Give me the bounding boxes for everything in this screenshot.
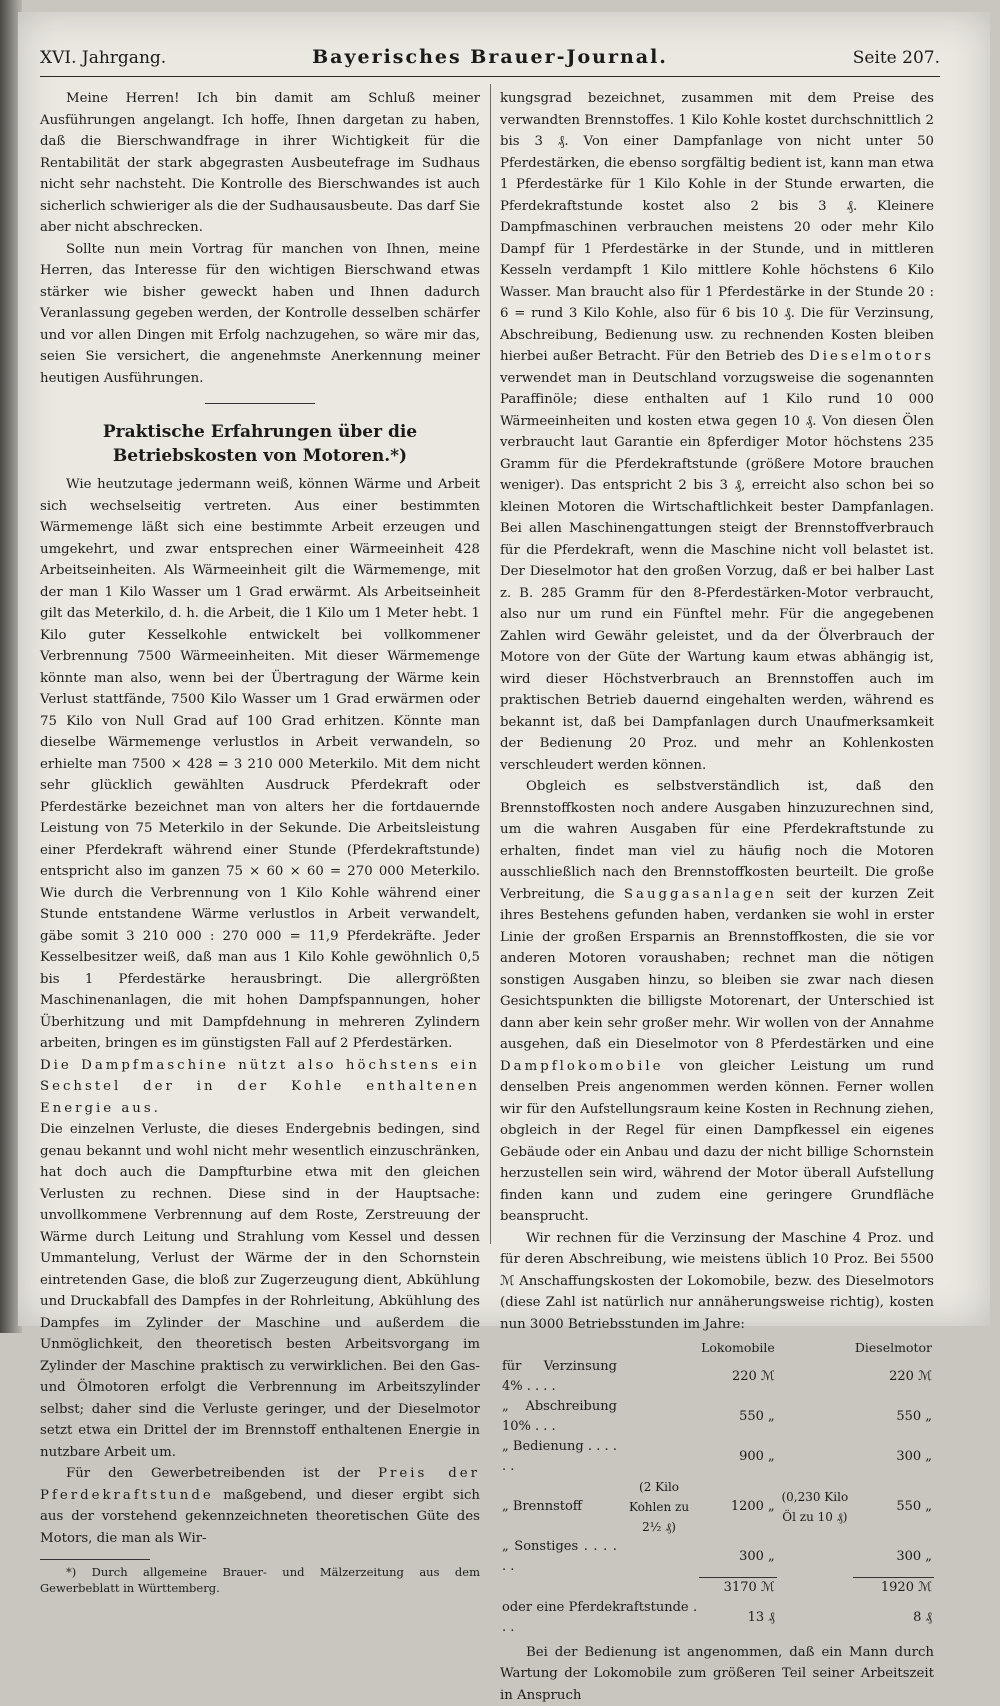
cell-dieselmotor: 300 „ <box>853 1537 934 1577</box>
row-label: für Verzinsung 4% . . . . <box>500 1357 619 1397</box>
row-label: „ Abschreibung 10% . . . <box>500 1397 619 1437</box>
text-run: seit der kurzen Zeit ihres Bestehens gefunden haben, verdanken sie wohl in erster Linie der großen Ersparnis an Brennstoffkosten, die sie vor anderen Motoren voraushaben; rechnet man die nötigen sonstigen Ausgaben hinzu, so bleiben sie zwar nach diesen Gesichtspunkten die billigste Motorenart, der Unterschied ist dann aber kein sehr großer mehr. Wir wollen von der Annahme ausgehen, daß ein Dieselmotor von 8 Pferdestärken und eine <box>500 887 934 1053</box>
cell-dieselmotor: 550 „ <box>853 1477 934 1537</box>
journal-title: Bayerisches Brauer-Journal. <box>40 46 940 68</box>
emphasized-term: Dampflokomobile <box>500 1059 663 1074</box>
table-row <box>500 1537 934 1577</box>
paragraph: Meine Herren! Ich bin damit am Schluß meiner Ausführungen angelangt. Ich hoffe, Ihnen dargetan zu haben, daß die Bierschwandfrage in ihrer Wichtigkeit für die Rentabilität der stark abgegrasten Ausbeutefrage im Sudhaus nicht sehr nachsteht. Die Kontrolle des Bierschwandes ist auch sicherlich schwieriger als die der Sudhausausbeute. Das darf Sie aber nicht abschrecken. <box>40 88 480 239</box>
column-header-lokomobile: Lokomobile <box>699 1339 777 1357</box>
text-run: Für den Gewerbetreibenden ist der <box>66 1466 360 1481</box>
emphasized-term: Dieselmotors <box>809 349 934 364</box>
paragraph <box>500 88 934 776</box>
paragraph: Die einzelnen Verluste, die dieses Endergebnis bedingen, sind genau bekannt und wohl nicht mehr wesentlich einzuschränken, hat doch auch die Dampfturbine etwa mit den gleichen Verlusten zu rechnen. Diese sind in der Hauptsache: unvollkommene Verbrennung auf dem Roste, Zerstreuung der Wärme durch Leitung und Strahlung vom Kessel und dessen Ummantelung, Verlust der Wärme der in den Schornstein eintretenden Gase, die bloß zur Zugerzeugung dient, Abkühlung und Druckabfall des Dampfes in der Rohrleitung, Abkühlung des Dampfes im Zylinder der Maschine und außerdem die Unmöglichkeit, den theoretisch besten Arbeitsvorgang im Zylinder der Maschine praktisch zu verwirklichen. Bei den Gas- und Ölmotoren erfolgt die Verbrennung im Arbeitszylinder selbst; daher sind die Verluste geringer, und der Dieselmotor setzt etwa ein Drittel der im Brennstoff enthaltenen Energie in nutzbare Arbeit um. <box>40 1119 480 1463</box>
cell-lokomobile: 900 „ <box>699 1437 777 1477</box>
row-label: „ Sonstiges . . . . . . <box>500 1537 619 1577</box>
row-label: „ Brennstoff <box>500 1477 619 1537</box>
row-note: (2 Kilo Kohlen zu 2½ ₰) <box>619 1477 699 1537</box>
emphasized-sentence: Die Dampfmaschine nützt also höchstens ein Sechstel der in der Kohle enthaltenen Energie aus. <box>40 1055 480 1120</box>
table-row <box>500 1477 934 1537</box>
row-label: oder eine Pferdekraftstunde . . . <box>500 1598 699 1638</box>
cell-dieselmotor: 220 ℳ <box>853 1357 934 1397</box>
cell-lokomobile: 220 ℳ <box>699 1357 777 1397</box>
row-note <box>619 1437 699 1477</box>
footnote-rule <box>40 1559 150 1560</box>
row-note <box>619 1537 699 1577</box>
table-row <box>500 1357 934 1397</box>
table-row <box>500 1397 934 1437</box>
row-note <box>619 1357 699 1397</box>
right-column <box>500 88 934 1706</box>
row-note <box>777 1397 853 1437</box>
row-note: (0,230 Kilo Öl zu 10 ₰) <box>777 1477 853 1537</box>
paragraph: Wir rechnen für die Verzinsung der Maschine 4 Proz. und für deren Abschreibung, wie meistens üblich 10 Proz. Bei 5500 ℳ Anschaffungskosten der Lokomobile, bezw. des Dieselmotors (diese Zahl ist natürlich nur annäherungsweise richtig), kosten nun 3000 Betriebsstunden im Jahre: <box>500 1228 934 1336</box>
cell-dieselmotor: 550 „ <box>853 1397 934 1437</box>
left-column <box>40 88 480 1596</box>
article-title: Praktische Erfahrungen über die Betriebskosten von Motoren.*) <box>40 420 480 468</box>
row-note <box>777 1357 853 1397</box>
total-lokomobile: 3170 ℳ <box>699 1577 777 1598</box>
text-run: Obgleich es selbstverständlich ist, daß den Brennstoffkosten noch andere Ausgaben hinzuzurechnen sind, um die wahren Ausgaben für eine Pferdekraftstunde zu erhalten, findet man viel zu häufig noch die Motoren ausschließlich nach den Brennstoffkosten beurteilt. Die große Verbreitung, die <box>500 779 934 902</box>
row-note <box>777 1537 853 1577</box>
cell-lokomobile: 550 „ <box>699 1397 777 1437</box>
cost-table <box>500 1339 934 1638</box>
text-run: kungsgrad bezeichnet, zusammen mit dem Preise des verwandten Brennstoffes. 1 Kilo Kohle kostet durchschnittlich 2 bis 3 ₰. Von einer Dampfanlage von nicht unter 50 Pferdestärken, die ebenso sorgfältig bedient ist, kann man etwa 1 Pferdestärke für 1 Kilo Kohle in der Stunde erwarten, die Pferdekraftstunde kostet also 2 bis 3 ₰. Kleinere Dampfmaschinen verbrauchen meistens 20 oder mehr Kilo Dampf für 1 Pferdestärke in der Stunde, und in mittleren Kesseln verdampft 1 Kilo mittlere Kohle höchstens 6 Kilo Wasser. Man braucht also für 1 Pferdestärke in der Stunde 20 : 6 = rund 3 Kilo Kohle, also für 6 bis 10 ₰. Die für Verzinsung, Abschreibung, Bedienung usw. zu rechnenden Kosten bleiben hierbei außer Betracht. Für den Betrieb des <box>500 91 934 364</box>
row-note <box>777 1437 853 1477</box>
table-per-hour-row <box>500 1598 934 1638</box>
column-divider <box>490 84 491 1244</box>
footnote: *) Durch allgemeine Brauer- und Mälzerzeitung aus dem Gewerbeblatt in Württemberg. <box>40 1564 480 1596</box>
paragraph <box>40 1463 480 1549</box>
column-header-dieselmotor: Dieselmotor <box>853 1339 934 1357</box>
table-row <box>500 1437 934 1477</box>
paragraph: Sollte nun mein Vortrag für manchen von Ihnen, meine Herren, das Interesse für den wichtigen Bierschwand etwas stärker wie bisher geweckt haben und Ihnen dadurch Veranlassung gegeben werden, der Kontrolle desselben schärfer und vor allen Dingen mit Erfolg nachzugehen, so wäre mir das, seien Sie versichert, die angenehmste Anerkennung meiner heutigen Ausführungen. <box>40 239 480 390</box>
cell-dieselmotor: 300 „ <box>853 1437 934 1477</box>
paragraph: Bei der Bedienung ist angenommen, daß ein Mann durch Wartung der Lokomobile zum größeren Teil seiner Arbeitszeit in Anspruch <box>500 1642 934 1706</box>
row-label: „ Bedienung . . . . . . <box>500 1437 619 1477</box>
per-hour-dieselmotor: 8 ₰ <box>853 1598 934 1638</box>
emphasized-term: Sauggasanlagen <box>624 887 777 902</box>
volume-label: XVI. Jahrgang. <box>40 48 166 68</box>
table-header-row <box>500 1339 934 1357</box>
row-note <box>619 1397 699 1437</box>
per-hour-lokomobile: 13 ₰ <box>699 1598 777 1638</box>
table-total-row <box>500 1577 934 1598</box>
running-header <box>40 46 940 77</box>
paragraph <box>500 776 934 1228</box>
cell-lokomobile: 1200 „ <box>699 1477 777 1537</box>
text-run: maßgebend, und dieser ergibt sich aus der vorstehend gekennzeichneten theoretischen Güte des Motors, die man als Wir- <box>40 1488 480 1546</box>
section-separator <box>205 403 315 404</box>
paragraph: Wie heutzutage jedermann weiß, können Wärme und Arbeit sich wechselseitig vertreten. Aus einer bestimmten Wärmemenge läßt sich eine bestimmte Arbeit erzeugen und umgekehrt, und zwar entsprechen einer Wärmeeinheit 428 Arbeitseinheiten. Als Wärmeeinheit gilt die Wärmemenge, mit der man 1 Kilo Wasser um 1 Grad erwärmt. Als Arbeitseinheit gilt das Meterkilo, d. h. die Arbeit, die 1 Kilo um 1 Meter hebt. 1 Kilo guter Kesselkohle entwickelt bei vollkommener Verbrennung 7500 Wärmeeinheiten. Mit dieser Wärmemenge könnte man also, wenn bei der Übertragung der Wärme kein Verlust stattfände, 7500 Kilo Wasser um 1 Grad erwärmen oder 75 Kilo von Null Grad auf 100 Grad erhitzen. Könnte man dieselbe Wärmemenge verlustlos in Arbeit verwandeln, so erhielte man 7500 × 428 = 3 210 000 Meterkilo. Mit dem nicht sehr glücklich gewählten Ausdruck Pferdekraft oder Pferdestärke bezeichnet man von alters her die fortdauernde Leistung von 75 Meterkilo in der Sekunde. Die Arbeitsleistung einer Pferdekraft während einer Stunde (Pferdekraftstunde) entspricht also im ganzen 75 × 60 × 60 = 270 000 Meterkilo. Wie durch die Verbrennung von 1 Kilo Kohle während einer Stunde entstandene Wärme verlustlos in Arbeit verwandelt, gäbe somit 3 210 000 : 270 000 = 11,9 Pferdekräfte. Jeder Kesselbesitzer weiß, daß man aus 1 Kilo Kohle gewöhnlich 0,5 bis 1 Pferdestärke herausbringt. Die allergrößten Maschinenanlagen, die mit hohen Dampfspannungen, hoher Überhitzung und mit Dampfdehnung in mehreren Zylindern arbeiten, bringen es im günstigsten Fall auf 2 Pferdestärken. <box>40 474 480 1055</box>
cell-lokomobile: 300 „ <box>699 1537 777 1577</box>
text-run: verwendet man in Deutschland vorzugsweise die sogenannten Paraffinöle; diese enthalten auf 1 Kilo rund 10 000 Wärmeeinheiten und kosten etwa gegen 10 ₰. Von diesen Ölen verbraucht laut Garantie ein 8pferdiger Motor höchstens 235 Gramm für die Pferdekraftstunde (größere Motore brauchen weniger). Das entspricht 2 bis 3 ₰, erreicht also schon bei so kleinen Motoren die Wirtschaftlichkeit bester Dampfanlagen. Bei allen Maschinengattungen steigt der Brennstoffverbrauch für die Pferdekraft, wenn die Maschine nicht voll belastet ist. Der Dieselmotor hat den großen Vorzug, daß er bei halber Last z. B. 285 Gramm für den 8-Pferdestärken-Motor verbraucht, also nur um rund ein Fünftel mehr. Für die angegebenen Zahlen wird Gewähr geleistet, und da der Ölverbrauch der Motore von der Güte der Wartung kaum etwas abhängig ist, wird dieser Höchstverbrauch an Brennstoffen auch im praktischen Betrieb dauernd eingehalten werden, während es bekannt ist, daß bei Dampfanlagen durch Unaufmerksamkeit der Bedienung 20 Proz. und mehr an Kohlenkosten verschleudert werden können. <box>500 371 934 773</box>
page-number: Seite 207. <box>853 48 940 68</box>
total-dieselmotor: 1920 ℳ <box>853 1577 934 1598</box>
text-run: von gleicher Leistung um rund denselben Preis angenommen werden können. Ferner wollen wir für den Aufstellungsraum keine Kosten in Rechnung ziehen, obgleich in der Regel für einen Dampfkessel ein eigenes Gebäude oder ein Anbau und dazu der nicht billige Schornstein herzustellen sein wird, während der Motor überall Aufstellung finden kann und zudem eine geringere Grundfläche beansprucht. <box>500 1059 934 1225</box>
emphasized-term: Preis der Pferdekraftstunde <box>40 1466 480 1503</box>
